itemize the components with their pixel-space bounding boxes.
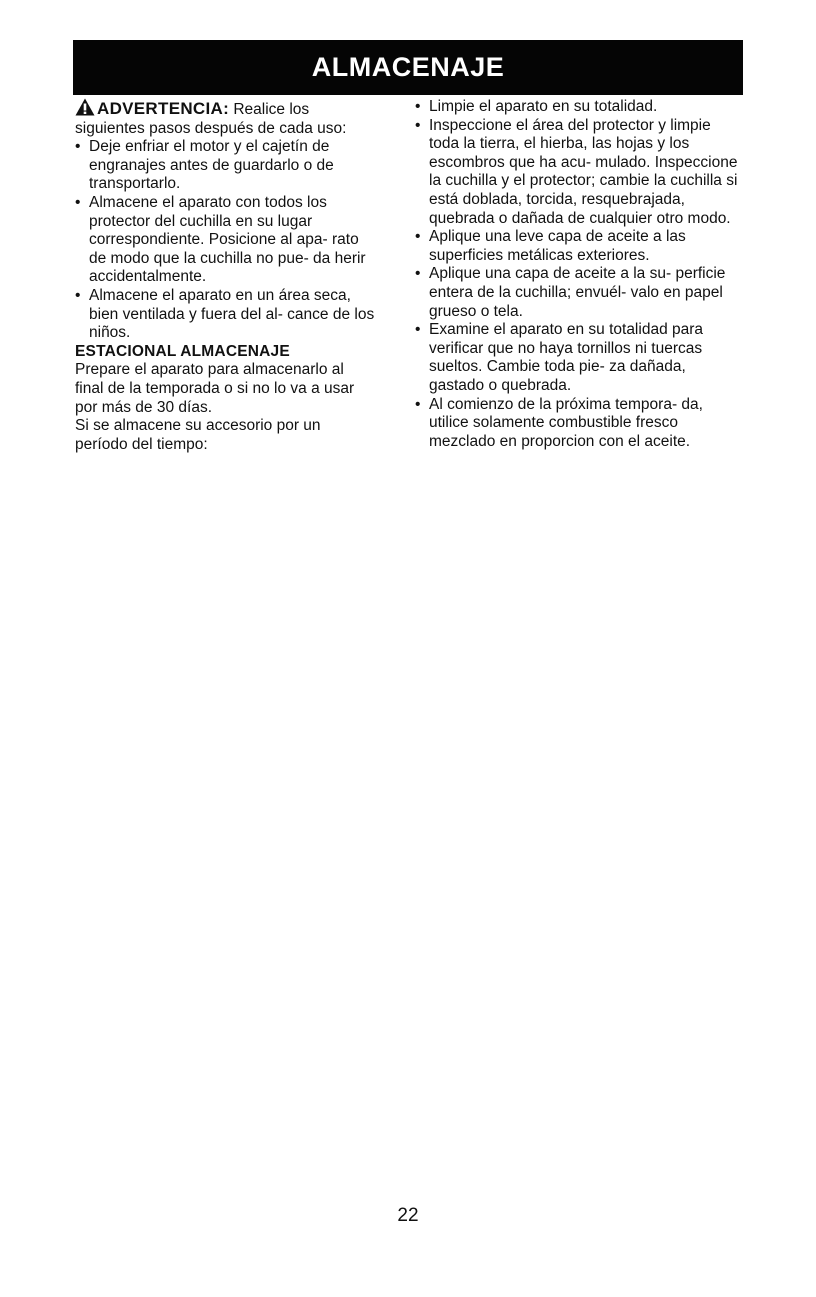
paragraph: Prepare el aparato para almacenarlo al final de la temporada o si no lo va a usar por más de 30 días.: [75, 361, 355, 416]
section-header-bar: [73, 40, 743, 95]
list-item: • Almacene el aparato en un área seca, bien ventilada y fuera del al- cance de los niños.: [75, 287, 375, 343]
subheading-seasonal-storage: ESTACIONAL ALMACENAJE: [75, 342, 290, 360]
page-number: 22: [397, 1205, 419, 1226]
right-column: [415, 98, 745, 451]
left-bullet-list: [75, 138, 375, 343]
warning-triangle-icon: [75, 98, 95, 116]
left-column: [75, 98, 375, 454]
list-item: • Examine el aparato en su totalidad para verificar que no haya tornillos ni tuercas sueltos. Cambie toda pie- za dañada, gastado o quebrada.: [415, 321, 745, 395]
list-item: • Al comienzo de la próxima tempora- da, utilice solamente combustible fresco mezclado en proporcion con el aceite.: [415, 396, 745, 452]
list-item: • Inspeccione el área del protector y limpie toda la tierra, el hierba, las hojas y los escombros que ha acu- mulado. Inspeccione la cuchilla y el protector; cambie la cuchilla si está doblada, torcida, resquebrajada, quebrada o dañada de cualquier otro modo.: [415, 117, 745, 229]
warning-text-inline: Realice los: [229, 101, 310, 118]
warning-label: ADVERTENCIA:: [97, 99, 230, 118]
right-bullet-list: [415, 98, 745, 451]
paragraph: Si se almacene su accesorio por un período del tiempo:: [75, 417, 321, 453]
list-item: • Aplique una capa de aceite a la su- perficie entera de la cuchilla; envuél- valo en papel grueso o tela.: [415, 265, 745, 321]
list-item: • Deje enfriar el motor y el cajetín de engranajes antes de guardarlo o de transportarlo.: [75, 138, 375, 194]
warning-block: [75, 98, 375, 138]
list-item: • Limpie el aparato en su totalidad.: [415, 98, 745, 117]
warning-text: siguientes pasos después de cada uso:: [75, 119, 347, 137]
section-title: ALMACENAJE: [311, 52, 505, 82]
list-item: • Aplique una leve capa de aceite a las superficies metálicas exteriores.: [415, 228, 745, 265]
list-item: • Almacene el aparato con todos los protector del cuchilla en su lugar correspondiente. Posicione al apa- rato de modo que la cuchilla no pue- da herir accidentalmente.: [75, 194, 375, 287]
